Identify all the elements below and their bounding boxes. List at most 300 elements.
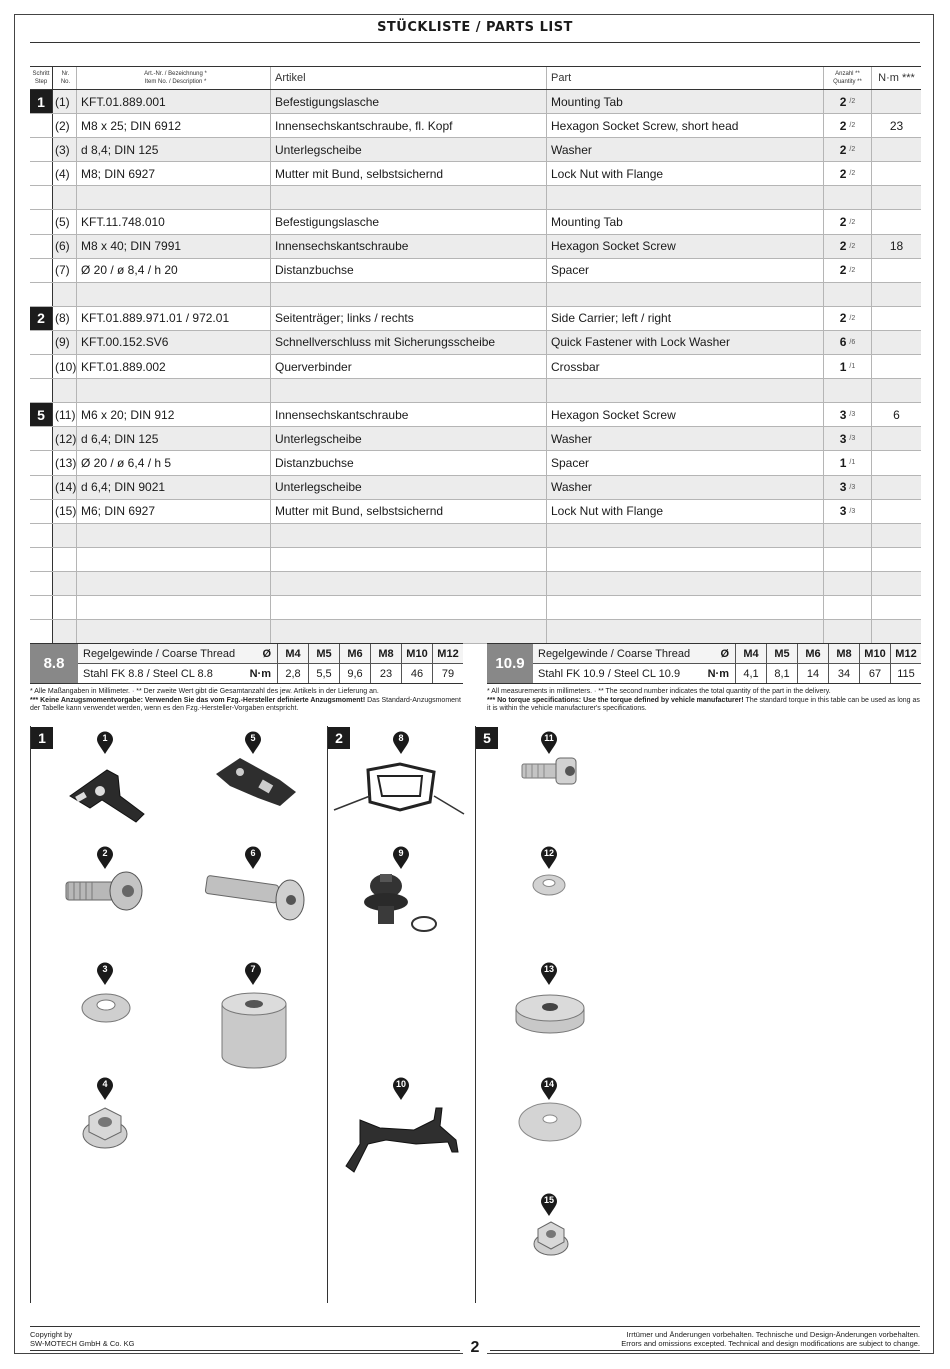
step-badge: 5 <box>30 403 52 426</box>
item-quantity <box>824 331 872 354</box>
step-cell <box>30 138 53 161</box>
step-cell <box>30 596 53 619</box>
page-title: STÜCKLISTE / PARTS LIST <box>377 20 573 35</box>
item-article-number: M8 x 40; DIN 7991 <box>77 235 271 258</box>
diagram-divider <box>475 726 476 1303</box>
quantity-total: /2 <box>849 98 856 106</box>
step-badge: 2 <box>30 307 52 330</box>
item-article-number <box>77 572 271 595</box>
item-quantity <box>824 451 872 474</box>
part-marker-icon <box>96 731 114 755</box>
step-cell <box>30 620 53 643</box>
item-name-english: Lock Nut with Flange <box>547 500 824 523</box>
item-name-english <box>547 379 824 402</box>
torque-value-cell: 23 <box>370 664 401 683</box>
header-quantity <box>824 67 872 89</box>
torque-value-cell: 2,8 <box>277 664 308 683</box>
parts-table <box>30 66 921 644</box>
quantity-value: 2 <box>839 215 847 230</box>
item-quantity <box>824 620 872 643</box>
item-article-number: d 6,4; DIN 9021 <box>77 476 271 499</box>
note-bold: *** No torque specifications: Use the torque defined by vehicle manufacturer! <box>487 696 744 704</box>
quantity-total: /2 <box>849 170 856 178</box>
item-name-german <box>271 548 547 571</box>
header-no-de: Nr. <box>61 71 70 77</box>
item-name-german: Seitenträger; links / rechts <box>271 307 547 330</box>
table-row <box>30 307 921 331</box>
torque-header-row <box>78 644 463 663</box>
step-cell <box>30 186 53 209</box>
part-marker-label: 7 <box>250 964 256 974</box>
item-quantity <box>824 476 872 499</box>
copyright <box>30 1330 134 1348</box>
mounting-tab-5-image <box>210 752 300 812</box>
item-name-german: Unterlegscheibe <box>271 476 547 499</box>
part-marker-icon <box>540 1077 558 1101</box>
quantity-total: /3 <box>849 411 856 419</box>
diameter-symbol: Ø <box>720 647 729 660</box>
copyright-line: SW-MOTECH GmbH & Co. KG <box>30 1339 135 1348</box>
part-marker-icon <box>96 846 114 870</box>
item-number: (6) <box>53 235 77 258</box>
table-row <box>30 500 921 524</box>
quantity-total: /3 <box>849 507 856 515</box>
part-marker-label: 1 <box>102 733 108 743</box>
note-line <box>487 697 921 714</box>
step-cell <box>30 379 53 402</box>
item-quantity <box>824 162 872 185</box>
table-row <box>30 451 921 475</box>
quantity-value: 2 <box>839 94 847 109</box>
table-row <box>30 210 921 234</box>
item-name-german: Unterlegscheibe <box>271 138 547 161</box>
item-torque <box>872 500 921 523</box>
item-name-english: Spacer <box>547 259 824 282</box>
size-cell: M8 <box>828 644 859 663</box>
item-name-german: Mutter mit Bund, selbstsichernd <box>271 500 547 523</box>
table-row <box>30 379 921 403</box>
notes-german <box>30 688 464 714</box>
step-cell <box>30 548 53 571</box>
steel-label <box>78 664 277 683</box>
note-bold: *** Keine Anzugsmomentvorgabe: Verwenden Sie das vom Fzg.-Hersteller definierte Anzugsmoment! <box>30 696 366 704</box>
item-number: (7) <box>53 259 77 282</box>
item-name-german: Innensechskantschraube <box>271 235 547 258</box>
quantity-total: /1 <box>849 363 856 371</box>
item-name-english: Washer <box>547 138 824 161</box>
item-torque <box>872 524 921 547</box>
item-article-number <box>77 620 271 643</box>
item-number: (13) <box>53 451 77 474</box>
parts-rows <box>30 90 921 644</box>
item-quantity <box>824 114 872 137</box>
header-artikel: Artikel <box>271 67 547 89</box>
item-number: (1) <box>53 90 77 113</box>
size-cell: M6 <box>339 644 370 663</box>
item-quantity <box>824 355 872 378</box>
step-cell <box>30 331 53 354</box>
steel-label-text: Stahl FK 8.8 / Steel CL 8.8 <box>83 667 213 680</box>
step-cell <box>30 427 53 450</box>
item-number: (2) <box>53 114 77 137</box>
header-quantity-en: Quantity ** <box>833 79 862 85</box>
quantity-total: /3 <box>849 483 856 491</box>
grade-badge-8-8: 8.8 <box>30 644 78 683</box>
steel-label <box>533 664 735 683</box>
torque-table-body <box>533 644 921 683</box>
item-name-english: Washer <box>547 427 824 450</box>
part-marker-label: 4 <box>102 1079 108 1089</box>
table-row <box>30 548 921 572</box>
size-cell: M4 <box>277 644 308 663</box>
quantity-total: /3 <box>849 435 856 443</box>
torque-value-cell: 4,1 <box>735 664 766 683</box>
torque-value-row <box>78 663 463 683</box>
part-marker-icon <box>540 962 558 986</box>
lock-nut-15-image <box>531 1218 571 1258</box>
header-no <box>53 67 77 89</box>
spacer-13-image <box>512 990 588 1036</box>
parts-table-header <box>30 66 921 90</box>
table-row <box>30 331 921 355</box>
item-torque <box>872 548 921 571</box>
header-item-no-en: Item No. / Description * <box>144 79 207 85</box>
item-name-english: Hexagon Socket Screw, short head <box>547 114 824 137</box>
quantity-value: 3 <box>839 480 847 495</box>
item-article-number <box>77 548 271 571</box>
washer-12-image <box>531 872 567 898</box>
part-marker-label: 13 <box>543 964 554 974</box>
item-torque <box>872 138 921 161</box>
item-number: (8) <box>53 307 77 330</box>
item-article-number: KFT.01.889.001 <box>77 90 271 113</box>
item-torque <box>872 620 921 643</box>
item-torque <box>872 451 921 474</box>
torque-value-row <box>533 663 921 683</box>
table-row <box>30 114 921 138</box>
size-cell: M12 <box>890 644 921 663</box>
spacer-7-image <box>216 990 292 1072</box>
item-name-english <box>547 283 824 306</box>
torque-value-cell: 46 <box>401 664 432 683</box>
item-quantity <box>824 572 872 595</box>
item-torque <box>872 355 921 378</box>
table-row <box>30 283 921 307</box>
quantity-value: 2 <box>839 142 847 157</box>
quantity-total: /2 <box>849 314 856 322</box>
torque-value-cell: 14 <box>797 664 828 683</box>
torque-header-row <box>533 644 921 663</box>
item-number: (14) <box>53 476 77 499</box>
item-number: (12) <box>53 427 77 450</box>
item-name-german <box>271 524 547 547</box>
table-row <box>30 138 921 162</box>
item-name-english <box>547 548 824 571</box>
item-quantity <box>824 283 872 306</box>
item-torque <box>872 283 921 306</box>
thread-label <box>533 644 735 663</box>
table-row <box>30 476 921 500</box>
header-item-no <box>77 67 271 89</box>
steel-label-text: Stahl FK 10.9 / Steel CL 10.9 <box>538 667 681 680</box>
item-torque <box>872 162 921 185</box>
item-article-number: KFT.11.748.010 <box>77 210 271 233</box>
item-article-number: M8; DIN 6927 <box>77 162 271 185</box>
size-cell: M12 <box>432 644 463 663</box>
header-step <box>30 67 53 89</box>
torque-value-cell: 8,1 <box>766 664 797 683</box>
item-number: (9) <box>53 331 77 354</box>
item-article-number: d 6,4; DIN 125 <box>77 427 271 450</box>
header-item-no-de: Art.-Nr. / Bezeichnung * <box>144 71 207 77</box>
part-marker-icon <box>244 962 262 986</box>
item-torque <box>872 331 921 354</box>
item-quantity <box>824 259 872 282</box>
part-marker-label: 12 <box>543 848 554 858</box>
item-number <box>53 596 77 619</box>
crossbar-10-image <box>336 1100 466 1180</box>
item-torque <box>872 210 921 233</box>
item-article-number <box>77 379 271 402</box>
torque-value-cell: 67 <box>859 664 890 683</box>
unit-label: N·m <box>707 667 729 680</box>
note-line <box>30 697 464 714</box>
size-cell: M5 <box>308 644 339 663</box>
item-number: (15) <box>53 500 77 523</box>
step-cell <box>30 90 53 113</box>
item-name-english: Lock Nut with Flange <box>547 162 824 185</box>
item-name-german <box>271 620 547 643</box>
item-number: (10) <box>53 355 77 378</box>
quantity-total: /2 <box>849 122 856 130</box>
screw-6-image <box>200 866 310 926</box>
step-cell <box>30 500 53 523</box>
item-article-number: KFT.01.889.971.01 / 972.01 <box>77 307 271 330</box>
item-name-german: Befestigungslasche <box>271 90 547 113</box>
size-cell: M6 <box>797 644 828 663</box>
quick-fastener-9-image <box>358 866 444 936</box>
item-article-number: M6 x 20; DIN 912 <box>77 403 271 426</box>
header-step-de: Schritt <box>32 71 50 77</box>
part-marker-label: 10 <box>395 1079 406 1089</box>
quantity-value: 2 <box>839 311 847 326</box>
item-name-german: Mutter mit Bund, selbstsichernd <box>271 162 547 185</box>
item-torque: 18 <box>889 239 904 254</box>
item-number <box>53 548 77 571</box>
size-cell: M10 <box>859 644 890 663</box>
part-marker-label: 3 <box>102 964 108 974</box>
diagram-step-1: 1 <box>31 727 53 749</box>
torque-value-cell: 115 <box>890 664 921 683</box>
unit-label: N·m <box>249 667 271 680</box>
part-marker-label: 5 <box>250 733 256 743</box>
torque-table-8-8 <box>30 643 463 684</box>
item-torque <box>872 427 921 450</box>
item-quantity <box>824 427 872 450</box>
item-quantity <box>824 524 872 547</box>
item-article-number <box>77 283 271 306</box>
thread-label-text: Regelgewinde / Coarse Thread <box>83 647 236 660</box>
item-name-german: Innensechskantschraube, fl. Kopf <box>271 114 547 137</box>
item-quantity <box>824 596 872 619</box>
disclaimer <box>621 1330 920 1348</box>
step-badge: 1 <box>30 90 52 113</box>
quantity-value: 3 <box>839 407 847 422</box>
step-cell <box>30 283 53 306</box>
item-article-number <box>77 524 271 547</box>
torque-value-cell: 5,5 <box>308 664 339 683</box>
step-cell <box>30 162 53 185</box>
table-row <box>30 90 921 114</box>
screw-11-image <box>518 752 582 792</box>
item-number <box>53 186 77 209</box>
quantity-value: 2 <box>839 118 847 133</box>
quantity-total: /6 <box>849 338 856 346</box>
table-row <box>30 403 921 427</box>
part-marker-icon <box>96 1077 114 1101</box>
copyright-line: Copyright by <box>30 1330 73 1339</box>
part-marker-icon <box>540 846 558 870</box>
quantity-value: 6 <box>839 335 847 350</box>
table-row <box>30 186 921 210</box>
item-article-number: KFT.00.152.SV6 <box>77 331 271 354</box>
part-marker-icon <box>540 1193 558 1217</box>
quantity-value: 2 <box>839 166 847 181</box>
torque-value-cell: 34 <box>828 664 859 683</box>
item-name-english: Washer <box>547 476 824 499</box>
table-row <box>30 572 921 596</box>
item-name-english: Quick Fastener with Lock Washer <box>547 331 824 354</box>
table-row <box>30 355 921 379</box>
disclaimer-line: Errors and omissions excepted. Technical and design modifications are subject to change. <box>621 1339 920 1348</box>
screw-2-image <box>60 868 150 918</box>
step-cell <box>30 403 53 426</box>
item-name-german <box>271 283 547 306</box>
item-torque <box>872 259 921 282</box>
part-marker-label: 2 <box>102 848 108 858</box>
item-name-german <box>271 379 547 402</box>
note-rest: Das Standard-Anzugsmoment der Tabelle kann verwendet werden, wenn es den Fzg.-Hersteller-Vorgaben entspricht. <box>30 696 461 712</box>
part-marker-label: 9 <box>398 848 404 858</box>
step-cell <box>30 572 53 595</box>
item-article-number: d 8,4; DIN 125 <box>77 138 271 161</box>
table-row <box>30 259 921 283</box>
item-quantity <box>824 90 872 113</box>
item-number <box>53 283 77 306</box>
item-name-english: Spacer <box>547 451 824 474</box>
item-quantity <box>824 403 872 426</box>
torque-table-body <box>78 644 463 683</box>
quantity-total: /2 <box>849 242 856 250</box>
disclaimer-line: Irrtümer und Änderungen vorbehalten. Technische und Design-Änderungen vorbehalten. <box>626 1330 920 1339</box>
item-quantity <box>824 138 872 161</box>
table-row <box>30 162 921 186</box>
thread-label-text: Regelgewinde / Coarse Thread <box>538 647 691 660</box>
size-cell: M10 <box>401 644 432 663</box>
item-number <box>53 379 77 402</box>
mounting-tab-1-image <box>62 756 152 826</box>
item-number <box>53 524 77 547</box>
part-marker-label: 11 <box>544 733 554 743</box>
table-row <box>30 524 921 548</box>
quantity-value: 2 <box>839 263 847 278</box>
item-name-english: Hexagon Socket Screw <box>547 403 824 426</box>
page-number: 2 <box>463 1339 487 1357</box>
item-name-german <box>271 186 547 209</box>
note-rest: The standard torque in this table can be used as long as it is within the vehicle manufacturer's specifications. <box>487 696 920 712</box>
item-quantity <box>824 307 872 330</box>
item-name-german <box>271 572 547 595</box>
quantity-total: /2 <box>849 266 856 274</box>
header-part: Part <box>547 67 824 89</box>
quantity-total: /2 <box>849 146 856 154</box>
washer-14-image <box>517 1100 583 1144</box>
table-row <box>30 235 921 259</box>
item-article-number: KFT.01.889.002 <box>77 355 271 378</box>
quantity-value: 3 <box>839 431 847 446</box>
item-name-english <box>547 620 824 643</box>
step-cell <box>30 210 53 233</box>
item-name-german: Querverbinder <box>271 355 547 378</box>
step-cell <box>30 451 53 474</box>
size-cell: M5 <box>766 644 797 663</box>
step-cell <box>30 235 53 258</box>
item-name-english: Hexagon Socket Screw <box>547 235 824 258</box>
item-name-english <box>547 186 824 209</box>
page-number-rule <box>30 1350 460 1351</box>
notes-english <box>487 688 921 714</box>
item-name-german: Befestigungslasche <box>271 210 547 233</box>
grade-badge-10-9: 10.9 <box>487 644 533 683</box>
step-cell <box>30 524 53 547</box>
item-torque <box>872 186 921 209</box>
side-carrier-8-image <box>330 758 470 822</box>
item-quantity <box>824 379 872 402</box>
item-quantity <box>824 500 872 523</box>
title-rule <box>30 42 920 43</box>
diameter-symbol: Ø <box>262 647 271 660</box>
item-number: (3) <box>53 138 77 161</box>
diagram-divider <box>327 726 328 1303</box>
quantity-total: /2 <box>849 218 856 226</box>
item-number <box>53 572 77 595</box>
part-marker-icon <box>96 962 114 986</box>
table-row <box>30 596 921 620</box>
part-marker-label: 15 <box>543 1195 554 1205</box>
item-name-english <box>547 596 824 619</box>
item-quantity <box>824 548 872 571</box>
header-torque: N·m *** <box>878 72 915 84</box>
size-cell: M8 <box>370 644 401 663</box>
page-number-rule <box>490 1350 920 1351</box>
step-cell <box>30 476 53 499</box>
step-cell <box>30 259 53 282</box>
item-torque <box>872 476 921 499</box>
item-name-german: Distanzbuchse <box>271 451 547 474</box>
quantity-value: 2 <box>839 239 847 254</box>
torque-value-cell: 79 <box>432 664 463 683</box>
item-article-number: M6; DIN 6927 <box>77 500 271 523</box>
table-row <box>30 427 921 451</box>
lock-nut-4-image <box>80 1102 130 1152</box>
item-torque <box>872 307 921 330</box>
quantity-value: 1 <box>839 455 847 470</box>
step-cell <box>30 114 53 137</box>
size-cell: M4 <box>735 644 766 663</box>
quantity-value: 1 <box>839 359 847 374</box>
item-quantity <box>824 235 872 258</box>
item-name-german <box>271 596 547 619</box>
